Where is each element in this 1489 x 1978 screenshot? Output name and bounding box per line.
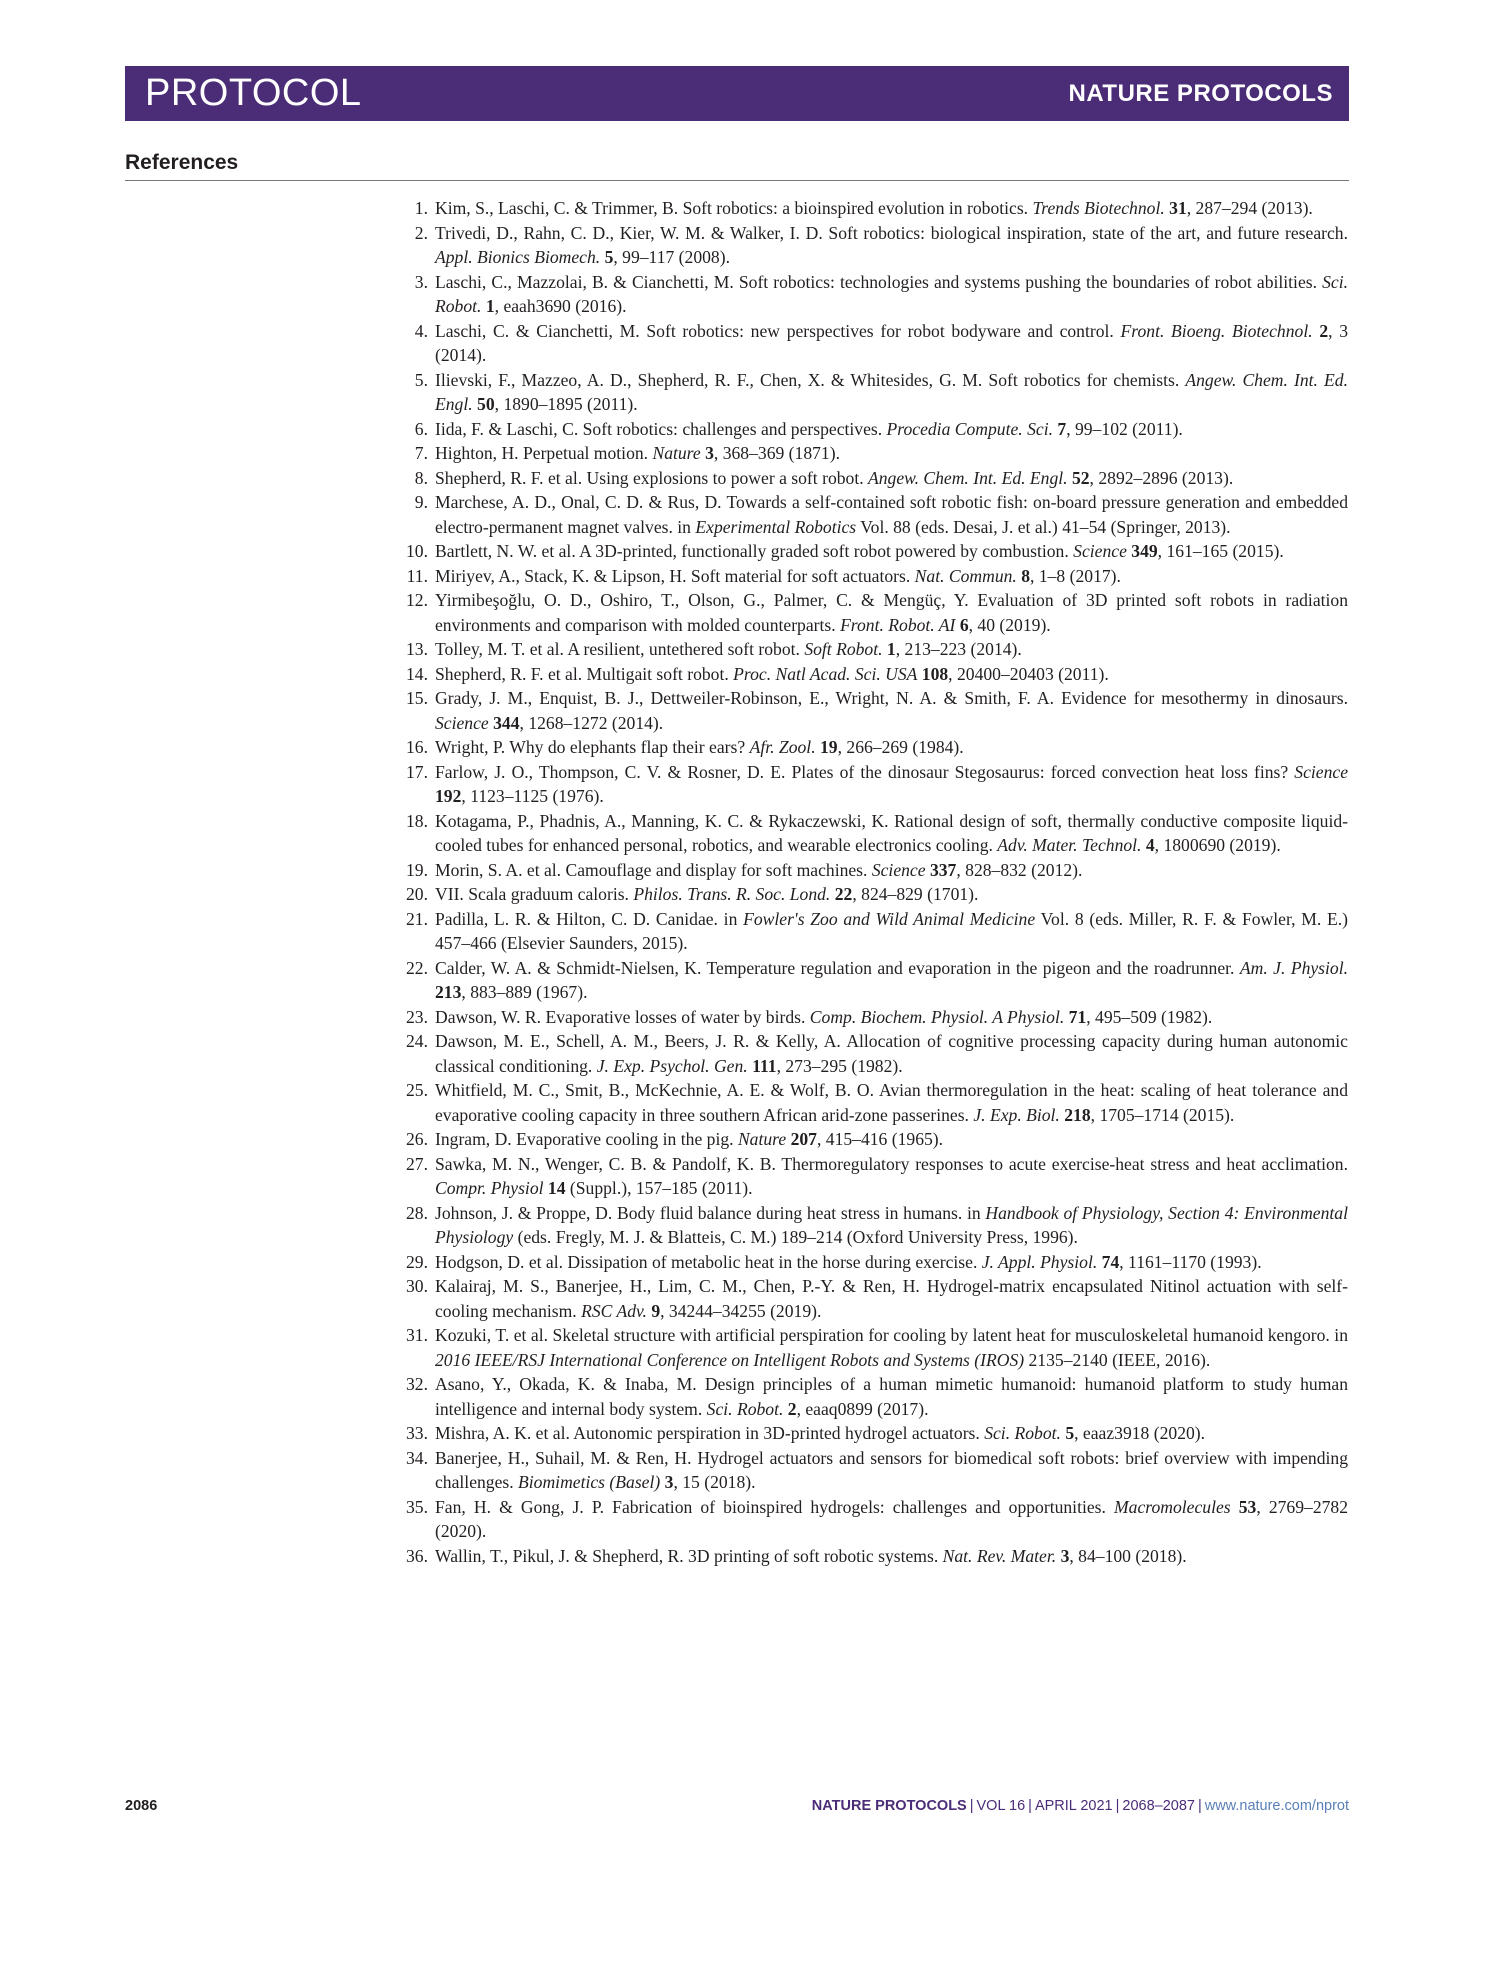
reference-text: , 1–8 (2017).: [1030, 565, 1121, 586]
reference-text: Highton, H. Perpetual motion.: [435, 443, 653, 463]
reference-number: 23.: [406, 1006, 428, 1027]
page-footer: [125, 1798, 1349, 1814]
reference-volume: 50: [477, 394, 495, 414]
reference-volume: 108: [921, 663, 949, 684]
reference-text: , 1705–1714 (2015).: [1090, 1104, 1235, 1125]
reference-volume: 344: [493, 712, 520, 733]
reference-number: 4.: [414, 320, 428, 341]
reference-item: [400, 1421, 1348, 1446]
reference-number: 34.: [406, 1447, 428, 1468]
reference-volume: 207: [790, 1129, 817, 1149]
reference-text: , 3 (2014).: [435, 320, 1349, 365]
reference-journal: Handbook of Physiology, Section 4: Environmental Physiology: [435, 1202, 1348, 1247]
reference-item: [400, 1446, 1348, 1495]
reference-item: [400, 441, 1348, 466]
reference-text: 2135–2140 (IEEE, 2016).: [1024, 1349, 1211, 1370]
reference-journal: Experimental Robotics: [695, 516, 857, 537]
reference-volume: 7: [1057, 418, 1067, 439]
footer-volume: VOL 16: [976, 1798, 1026, 1814]
reference-journal: Am. J. Physiol.: [1239, 957, 1348, 978]
reference-text: , 161–165 (2015).: [1157, 541, 1284, 561]
reference-volume: 349: [1131, 541, 1158, 561]
journal-name: NATURE PROTOCOLS: [1068, 79, 1333, 107]
reference-item: [400, 686, 1348, 735]
reference-volume: 8: [1021, 565, 1031, 586]
reference-text: , 15 (2018).: [673, 1472, 756, 1492]
reference-text: , 495–509 (1982).: [1086, 1006, 1213, 1027]
reference-volume: 218: [1064, 1104, 1091, 1125]
reference-volume: 14: [547, 1178, 566, 1198]
reference-journal: Adv. Mater. Technol.: [997, 835, 1142, 855]
footer-citation: [812, 1798, 1349, 1814]
reference-text: Shepherd, R. F. et al. Using explosions to power a soft robot.: [435, 467, 869, 488]
reference-text: , 1800690 (2019).: [1154, 835, 1281, 855]
reference-volume: 2: [787, 1398, 797, 1419]
reference-journal: Sci. Robot.: [435, 271, 1348, 316]
reference-journal: Philos. Trans. R. Soc. Lond.: [633, 884, 831, 904]
reference-number: 32.: [406, 1374, 428, 1394]
reference-text: Ingram, D. Evaporative cooling in the pig.: [435, 1129, 738, 1149]
reference-text: Hodgson, D. et al. Dissipation of metabolic heat in the horse during exercise.: [435, 1251, 982, 1272]
reference-journal: Angew. Chem. Int. Ed. Engl.: [435, 369, 1348, 414]
reference-text: Dawson, W. R. Evaporative losses of water by birds.: [435, 1006, 810, 1027]
reference-volume: 3: [1060, 1545, 1070, 1566]
reference-number: 6.: [414, 418, 428, 439]
reference-text: , 20400–20403 (2011).: [948, 663, 1109, 684]
reference-number: 29.: [406, 1251, 428, 1272]
reference-text: , 1268–1272 (2014).: [519, 712, 664, 733]
reference-volume: 2: [1319, 320, 1329, 341]
reference-number: 22.: [406, 957, 428, 978]
reference-text: Kim, S., Laschi, C. & Trimmer, B. Soft robotics: a bioinspired evolution in robotics.: [435, 198, 1033, 218]
reference-journal: Compr. Physiol: [435, 1178, 544, 1198]
reference-item: [400, 1127, 1348, 1152]
reference-text: Trivedi, D., Rahn, C. D., Kier, W. M. & Walker, I. D. Soft robotics: biological inspiration, state of the art, and future research.: [435, 222, 1348, 243]
footer-journal: NATURE PROTOCOLS: [811, 1798, 967, 1814]
reference-item: [400, 760, 1348, 809]
reference-item: [400, 1495, 1348, 1544]
reference-volume: 192: [435, 786, 462, 806]
reference-volume: 19: [820, 737, 838, 757]
reference-item: [400, 368, 1348, 417]
reference-volume: 53: [1238, 1496, 1257, 1517]
section-label: PROTOCOL: [145, 72, 362, 114]
reference-number: 9.: [414, 492, 428, 512]
reference-number: 8.: [414, 467, 428, 488]
reference-number: 1.: [414, 198, 428, 218]
footer-url-link[interactable]: www.nature.com/nprot: [1204, 1798, 1349, 1814]
reference-journal: Trends Biotechnol.: [1032, 198, 1165, 218]
reference-text: Johnson, J. & Proppe, D. Body fluid balance during heat stress in humans. in: [435, 1202, 986, 1223]
reference-journal: Front. Bioeng. Biotechnol.: [1120, 320, 1313, 341]
reference-text: Dawson, M. E., Schell, A. M., Beers, J. R. & Kelly, A. Allocation of cognitive processing capacity during human autonomic classical conditioning.: [435, 1031, 1348, 1076]
reference-journal: Science: [871, 859, 926, 880]
reference-journal: Nature: [652, 443, 701, 463]
reference-number: 24.: [406, 1031, 428, 1051]
reference-text: Asano, Y., Okada, K. & Inaba, M. Design principles of a human mimetic humanoid: humanoid platform to study human intelligence and internal body system.: [435, 1374, 1348, 1419]
reference-item: [400, 1544, 1348, 1569]
reference-journal: Biomimetics (Basel): [518, 1472, 661, 1492]
page-number: 2086: [125, 1798, 158, 1814]
reference-number: 2.: [414, 222, 428, 243]
reference-text: , 84–100 (2018).: [1069, 1545, 1187, 1566]
reference-text: Mishra, A. K. et al. Autonomic perspiration in 3D-printed hydrogel actuators.: [435, 1423, 985, 1443]
reference-number: 20.: [406, 884, 428, 904]
reference-journal: Proc. Natl Acad. Sci. USA: [733, 663, 918, 684]
reference-journal: Nature: [737, 1129, 787, 1149]
reference-text: Calder, W. A. & Schmidt-Nielsen, K. Temperature regulation and evaporation in the pigeon and the roadrunner.: [435, 957, 1240, 978]
reference-item: [400, 196, 1348, 221]
reference-journal: J. Appl. Physiol.: [981, 1251, 1098, 1272]
reference-item: [400, 466, 1348, 491]
reference-text: Fan, H. & Gong, J. P. Fabrication of bioinspired hydrogels: challenges and opportunities.: [435, 1496, 1115, 1517]
header-banner: [125, 66, 1349, 121]
reference-journal: Sci. Robot.: [984, 1423, 1061, 1443]
reference-text: Vol. 88 (eds. Desai, J. et al.) 41–54 (Springer, 2013).: [856, 516, 1231, 537]
reference-text: Iida, F. & Laschi, C. Soft robotics: challenges and perspectives.: [435, 418, 887, 439]
reference-number: 13.: [406, 639, 428, 659]
reference-journal: Soft Robot.: [804, 639, 883, 659]
reference-number: 30.: [406, 1276, 428, 1296]
reference-volume: 22: [834, 884, 853, 904]
reference-item: [400, 1201, 1348, 1250]
reference-number: 15.: [406, 688, 428, 708]
reference-text: Grady, J. M., Enquist, B. J., Dettweiler-Robinson, E., Wright, N. A. & Smith, F. A. Evidence for mesothermy in dinosaurs.: [435, 688, 1348, 708]
reference-journal: Fowler's Zoo and Wild Animal Medicine: [743, 908, 1036, 929]
footer-date: APRIL 2021: [1034, 1798, 1113, 1814]
reference-item: [400, 907, 1348, 956]
reference-number: 27.: [406, 1153, 428, 1174]
reference-text: , 40 (2019).: [968, 614, 1051, 635]
reference-text: Farlow, J. O., Thompson, C. V. & Rosner, D. E. Plates of the dinosaur Stegosaurus: forced convection heat loss fins?: [435, 761, 1295, 782]
footer-separator: |: [1028, 1798, 1032, 1814]
reference-volume: 74: [1101, 1251, 1120, 1272]
reference-item: [400, 1078, 1348, 1127]
reference-text: , 828–832 (2012).: [956, 859, 1083, 880]
reference-number: 19.: [406, 859, 428, 880]
reference-text: [1231, 1497, 1239, 1517]
reference-text: , 266–269 (1984).: [837, 737, 964, 757]
reference-text: , 1161–1170 (1993).: [1119, 1251, 1262, 1272]
reference-volume: 9: [651, 1300, 661, 1321]
reference-volume: 31: [1169, 198, 1187, 218]
reference-number: 33.: [406, 1423, 428, 1443]
reference-number: 10.: [406, 541, 428, 561]
reference-volume: 71: [1068, 1006, 1087, 1027]
reference-volume: 213: [435, 982, 462, 1002]
reference-number: 11.: [406, 565, 428, 586]
reference-volume: 3: [705, 443, 714, 463]
reference-text: Wallin, T., Pikul, J. & Shepherd, R. 3D printing of soft robotic systems.: [435, 1545, 943, 1566]
reference-list: [400, 196, 1348, 1568]
reference-text: Morin, S. A. et al. Camouflage and display for soft machines.: [435, 859, 872, 880]
reference-item: [400, 1029, 1348, 1078]
reference-text: , 368–369 (1871).: [713, 443, 840, 463]
reference-text: , 1123–1125 (1976).: [461, 786, 604, 806]
reference-journal: J. Exp. Biol.: [973, 1104, 1060, 1125]
reference-item: [400, 270, 1348, 319]
reference-text: , 213–223 (2014).: [895, 639, 1022, 659]
reference-text: Shepherd, R. F. et al. Multigait soft robot.: [435, 663, 734, 684]
reference-item: [400, 1323, 1348, 1372]
reference-text: Padilla, L. R. & Hilton, C. D. Canidae. in: [435, 908, 744, 929]
reference-text: Yirmibeşoğlu, O. D., Oshiro, T., Olson, G., Palmer, C. & Mengüç, Y. Evaluation of 3D printed soft robots in radiation environments and comparison with molded counterparts.: [435, 590, 1348, 635]
references-heading: References: [125, 151, 1349, 181]
reference-volume: 6: [959, 614, 969, 635]
reference-text: (eds. Fregly, M. J. & Blatteis, C. M.) 189–214 (Oxford University Press, 1996).: [513, 1227, 1078, 1247]
reference-volume: 1: [886, 639, 896, 659]
reference-volume: 4: [1145, 835, 1155, 855]
reference-number: 18.: [406, 810, 428, 831]
reference-number: 17.: [406, 761, 428, 782]
reference-volume: 1: [485, 296, 495, 316]
reference-item: [400, 319, 1348, 368]
reference-text: , 99–102 (2011).: [1066, 418, 1183, 439]
reference-number: 12.: [406, 590, 428, 610]
reference-text: , eaaq0899 (2017).: [796, 1398, 929, 1419]
reference-number: 26.: [406, 1129, 428, 1149]
reference-text: Miriyev, A., Stack, K. & Lipson, H. Soft material for soft actuators.: [435, 565, 915, 586]
reference-text: Laschi, C. & Cianchetti, M. Soft robotics: new perspectives for robot bodyware and control.: [435, 320, 1121, 341]
reference-text: Vol. 8 (eds. Miller, R. F. & Fowler, M. E.) 457–466 (Elsevier Saunders, 2015).: [435, 908, 1348, 953]
reference-text: Kozuki, T. et al. Skeletal structure with artificial perspiration for cooling by latent heat for musculoskeletal humanoid kengoro. in: [435, 1325, 1348, 1345]
reference-item: [400, 1274, 1348, 1323]
reference-text: , 99–117 (2008).: [613, 247, 730, 267]
reference-volume: 337: [929, 859, 957, 880]
reference-text: Laschi, C., Mazzolai, B. & Cianchetti, M. Soft robotics: technologies and systems pushing the boundaries of robot abilities.: [435, 271, 1323, 292]
reference-volume: 5: [604, 247, 614, 267]
reference-item: [400, 1372, 1348, 1421]
reference-journal: Science: [1294, 761, 1348, 782]
reference-item: [400, 858, 1348, 883]
reference-text: Ilievski, F., Mazzeo, A. D., Shepherd, R. F., Chen, X. & Whitesides, G. M. Soft robotics for chemists.: [435, 369, 1186, 390]
reference-item: [400, 221, 1348, 270]
reference-number: 7.: [414, 443, 428, 463]
reference-text: , 273–295 (1982).: [776, 1055, 903, 1076]
reference-number: 25.: [406, 1080, 428, 1100]
reference-journal: Sci. Robot.: [706, 1398, 784, 1419]
reference-text: (Suppl.), 157–185 (2011).: [565, 1178, 753, 1198]
footer-separator: |: [1197, 1798, 1202, 1814]
reference-volume: 5: [1065, 1423, 1075, 1443]
footer-separator: |: [969, 1798, 974, 1814]
reference-item: [400, 539, 1348, 564]
reference-number: 14.: [406, 663, 428, 684]
reference-text: Tolley, M. T. et al. A resilient, untethered soft robot.: [435, 639, 805, 659]
reference-text: , 1890–1895 (2011).: [494, 394, 638, 414]
reference-journal: Nat. Rev. Mater.: [942, 1545, 1057, 1566]
reference-text: , 824–829 (1701).: [852, 884, 979, 904]
reference-journal: Angew. Chem. Int. Ed. Engl.: [868, 467, 1068, 488]
reference-text: , eaaz3918 (2020).: [1074, 1423, 1206, 1443]
reference-item: [400, 1152, 1348, 1201]
reference-text: Wright, P. Why do elephants flap their ears?: [435, 737, 750, 757]
reference-journal: Nat. Commun.: [914, 565, 1017, 586]
reference-journal: Appl. Bionics Biomech.: [435, 247, 601, 267]
reference-item: [400, 1250, 1348, 1275]
reference-item: [400, 490, 1348, 539]
reference-item: [400, 735, 1348, 760]
reference-journal: Afr. Zool.: [749, 737, 816, 757]
footer-separator: |: [1115, 1798, 1120, 1814]
reference-journal: Macromolecules: [1114, 1496, 1231, 1517]
reference-text: Banerjee, H., Suhail, M. & Ren, H. Hydrogel actuators and sensors for biomedical soft robots: brief overview with impending challenges.: [435, 1447, 1348, 1492]
reference-item: [400, 662, 1348, 687]
footer-pages: 2068–2087: [1122, 1798, 1195, 1814]
reference-number: 35.: [406, 1496, 428, 1517]
reference-text: Bartlett, N. W. et al. A 3D-printed, functionally graded soft robot powered by combustion.: [435, 541, 1074, 561]
reference-journal: Science: [1073, 541, 1127, 561]
reference-number: 3.: [414, 271, 428, 292]
reference-number: 5.: [414, 369, 428, 390]
reference-journal: J. Exp. Psychol. Gen.: [596, 1055, 748, 1076]
reference-journal: Comp. Biochem. Physiol. A Physiol.: [809, 1006, 1065, 1027]
reference-text: Kalairaj, M. S., Banerjee, H., Lim, C. M., Chen, P.-Y. & Ren, H. Hydrogel-matrix encapsulated Nitinol actuation with self-cooling mechanism.: [435, 1276, 1348, 1321]
reference-text: Marchese, A. D., Onal, C. D. & Rus, D. Towards a self-contained soft robotic fish: on-board pressure generation and embedded electro-permanent magnet valves. in: [435, 492, 1348, 537]
reference-volume: 111: [752, 1055, 777, 1076]
reference-journal: Procedia Compute. Sci.: [886, 418, 1053, 439]
reference-item: [400, 882, 1348, 907]
reference-volume: 52: [1071, 467, 1090, 488]
reference-text: , 883–889 (1967).: [461, 982, 588, 1002]
reference-item: [400, 588, 1348, 637]
reference-text: Whitfield, M. C., Smit, B., McKechnie, A. E. & Wolf, B. O. Avian thermoregulation in the heat: scaling of heat tolerance and evaporative cooling capacity in three southern African arid-zone passerines.: [435, 1080, 1348, 1125]
reference-journal: Science: [435, 712, 489, 733]
reference-number: 36.: [406, 1545, 428, 1566]
reference-text: , 415–416 (1965).: [816, 1129, 944, 1149]
reference-number: 21.: [406, 908, 428, 929]
reference-text: Sawka, M. N., Wenger, C. B. & Pandolf, K. B. Thermoregulatory responses to acute exercise-heat stress and heat acclimation.: [435, 1153, 1348, 1174]
reference-text: , eaah3690 (2016).: [494, 296, 627, 316]
reference-text: , 287–294 (2013).: [1186, 198, 1313, 218]
reference-text: , 2892–2896 (2013).: [1089, 467, 1234, 488]
reference-text: , 2769–2782 (2020).: [435, 1496, 1349, 1541]
reference-item: [400, 417, 1348, 442]
reference-item: [400, 956, 1348, 1005]
reference-text: VII. Scala graduum caloris.: [435, 884, 634, 904]
reference-item: [400, 809, 1348, 858]
reference-text: Kotagama, P., Phadnis, A., Manning, K. C. & Rykaczewski, K. Rational design of soft, thermally conductive composite liquid-cooled tubes for enhanced personal, robotics, and wearable electronics cooling.: [435, 810, 1348, 855]
reference-journal: RSC Adv.: [581, 1300, 647, 1321]
reference-volume: 3: [664, 1472, 674, 1492]
reference-journal: Front. Robot. AI: [840, 614, 956, 635]
reference-item: [400, 637, 1348, 662]
reference-text: , 34244–34255 (2019).: [660, 1300, 822, 1321]
reference-number: 31.: [406, 1325, 428, 1345]
reference-item: [400, 1005, 1348, 1030]
reference-number: 16.: [406, 737, 428, 757]
reference-item: [400, 564, 1348, 589]
reference-number: 28.: [406, 1202, 428, 1223]
reference-journal: 2016 IEEE/RSJ International Conference on Intelligent Robots and Systems (IROS): [435, 1349, 1025, 1370]
